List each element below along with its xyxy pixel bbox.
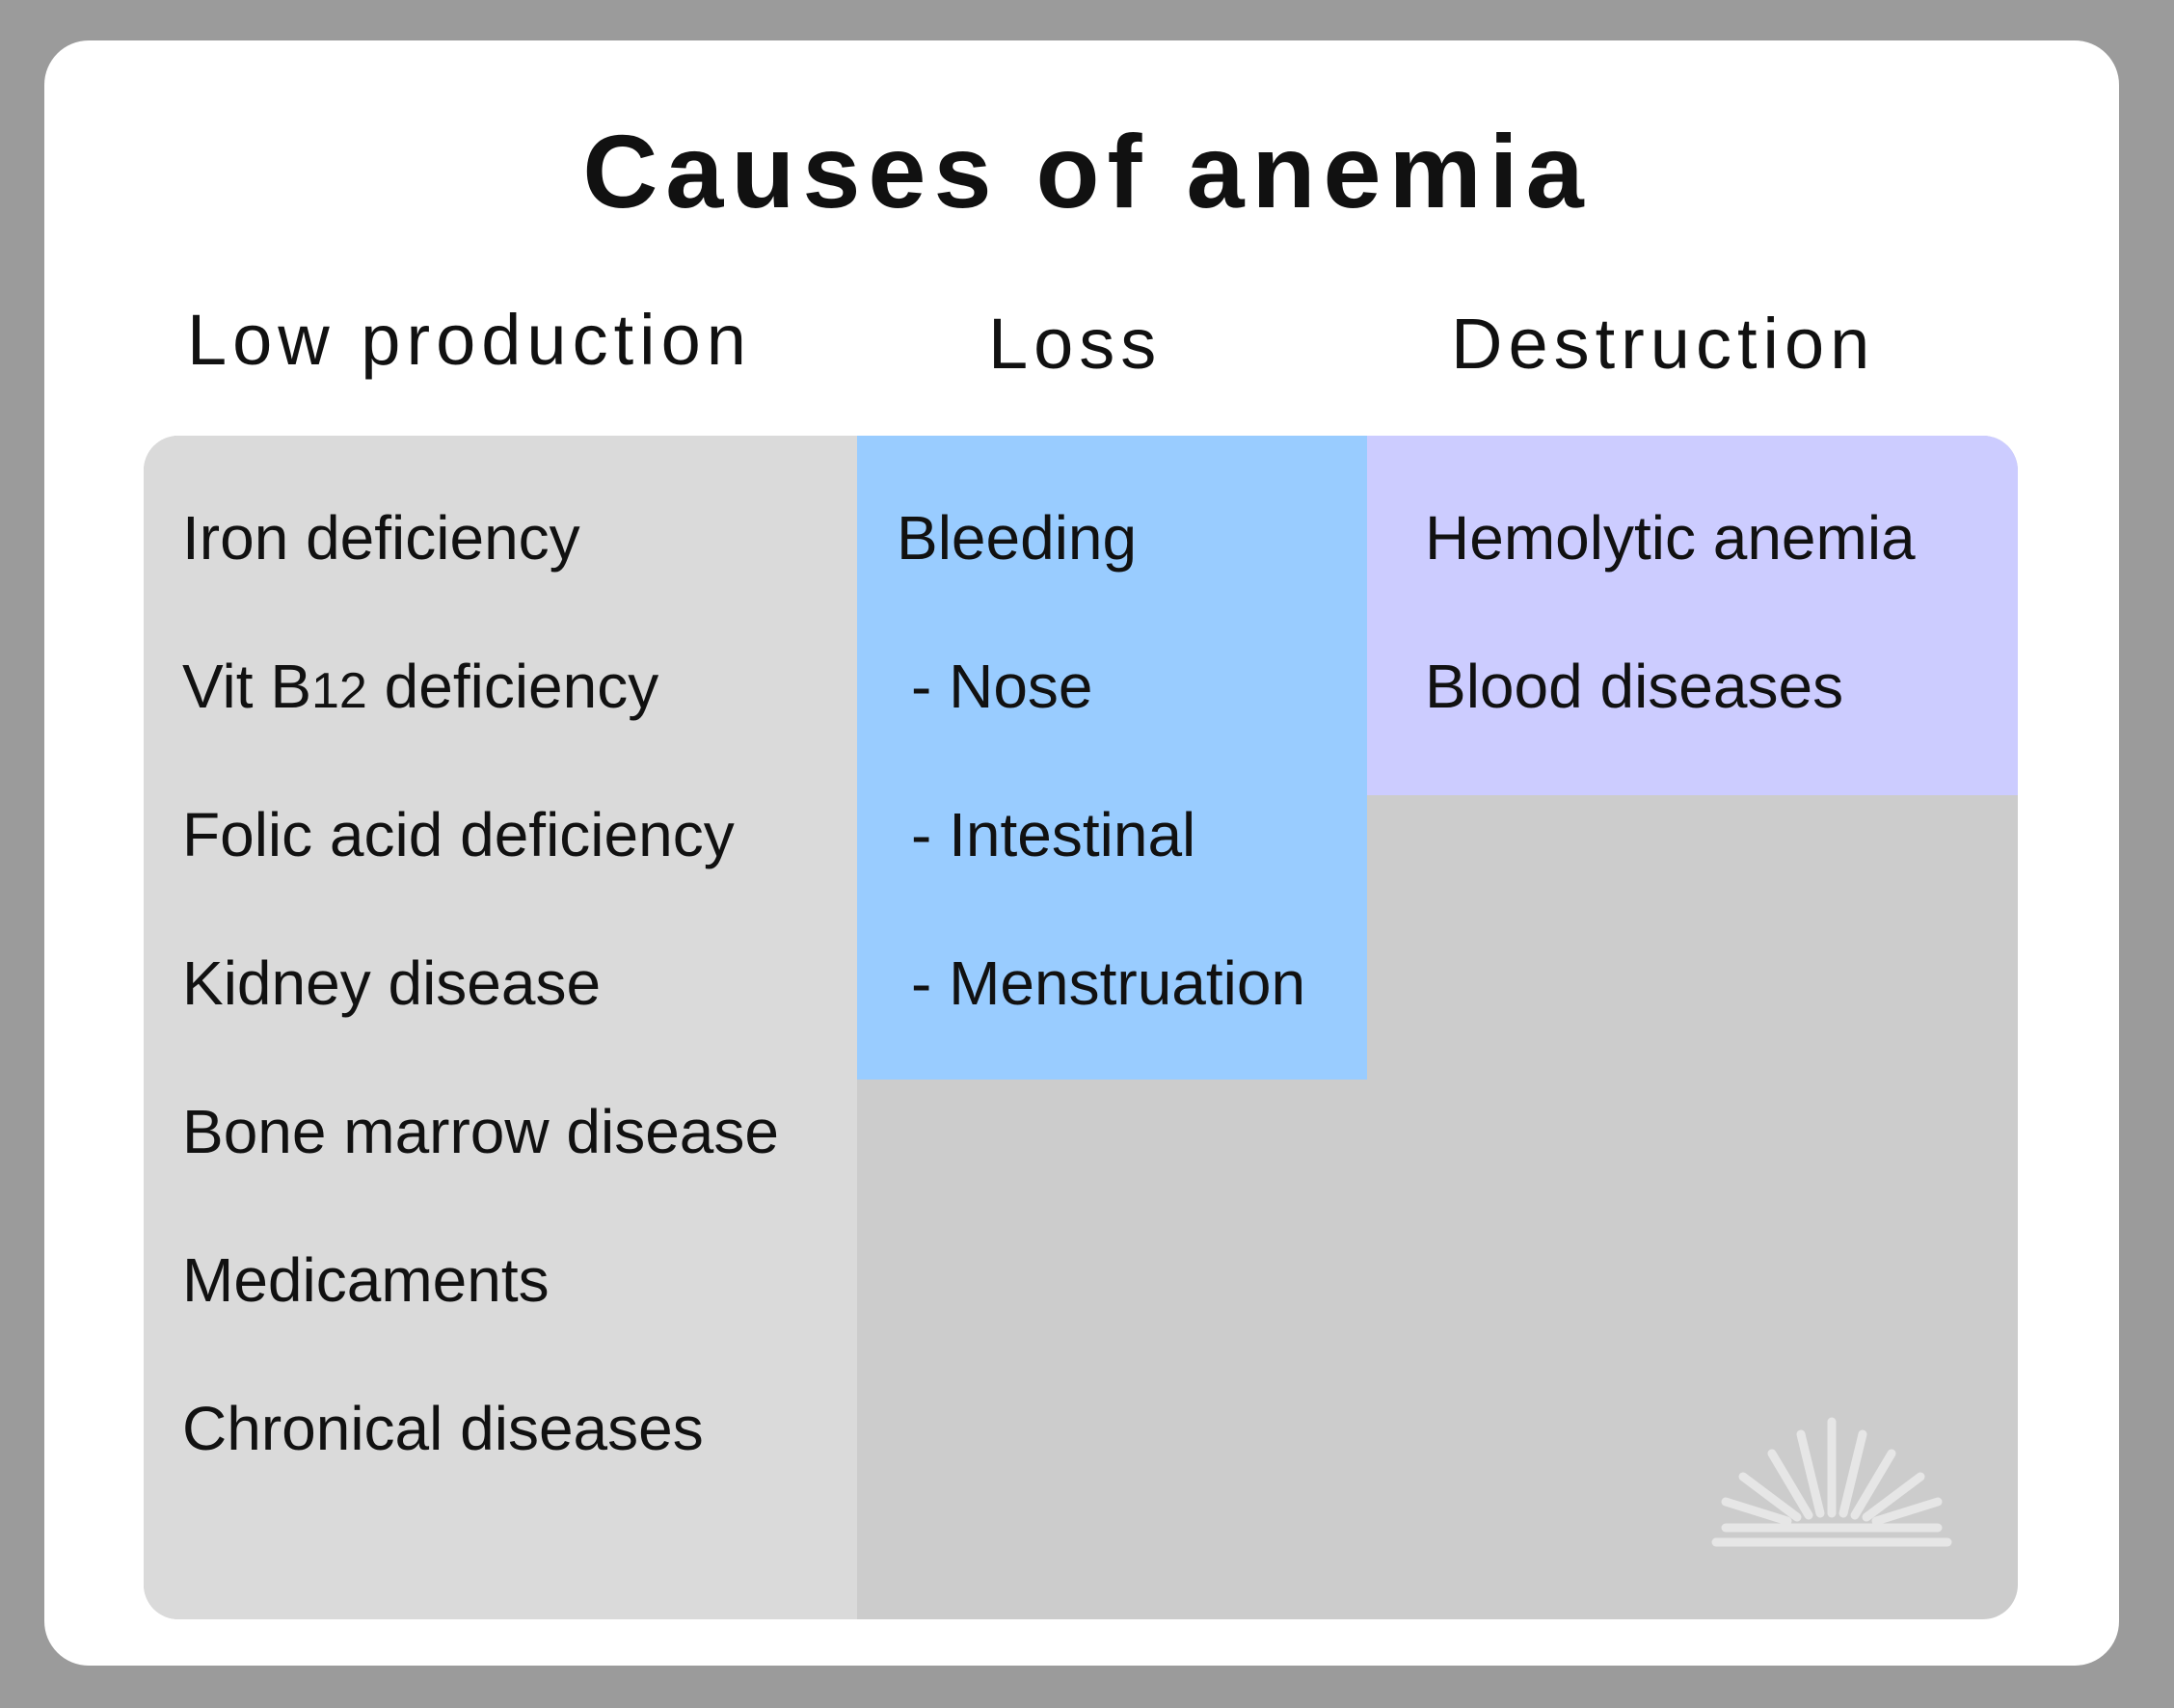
item-kidney-disease: Kidney disease — [182, 948, 602, 1018]
heading-destruction: Destruction — [1451, 304, 1876, 384]
item-nose: - Nose — [911, 652, 1093, 721]
item-hemolytic-anemia: Hemolytic anemia — [1425, 503, 1916, 573]
sunburst-logo-icon — [1697, 1407, 1967, 1561]
destruction-column — [1367, 436, 2018, 795]
item-medicaments: Medicaments — [182, 1245, 550, 1315]
item-blood-diseases: Blood diseases — [1425, 652, 1844, 721]
item-folic-acid-deficiency: Folic acid deficiency — [182, 800, 735, 869]
item-menstruation: - Menstruation — [911, 948, 1306, 1018]
item-chronical-diseases: Chronical diseases — [182, 1394, 704, 1463]
heading-low-production: Low production — [187, 300, 752, 380]
item-intestinal: - Intestinal — [911, 800, 1196, 869]
item-vit-b12-deficiency: Vit B12 deficiency — [182, 652, 659, 721]
item-iron-deficiency: Iron deficiency — [182, 503, 580, 573]
item-bleeding: Bleeding — [897, 503, 1138, 573]
heading-loss: Loss — [988, 304, 1163, 384]
item-bone-marrow-disease: Bone marrow disease — [182, 1097, 779, 1166]
diagram-title: Causes of anemia — [582, 113, 1592, 229]
